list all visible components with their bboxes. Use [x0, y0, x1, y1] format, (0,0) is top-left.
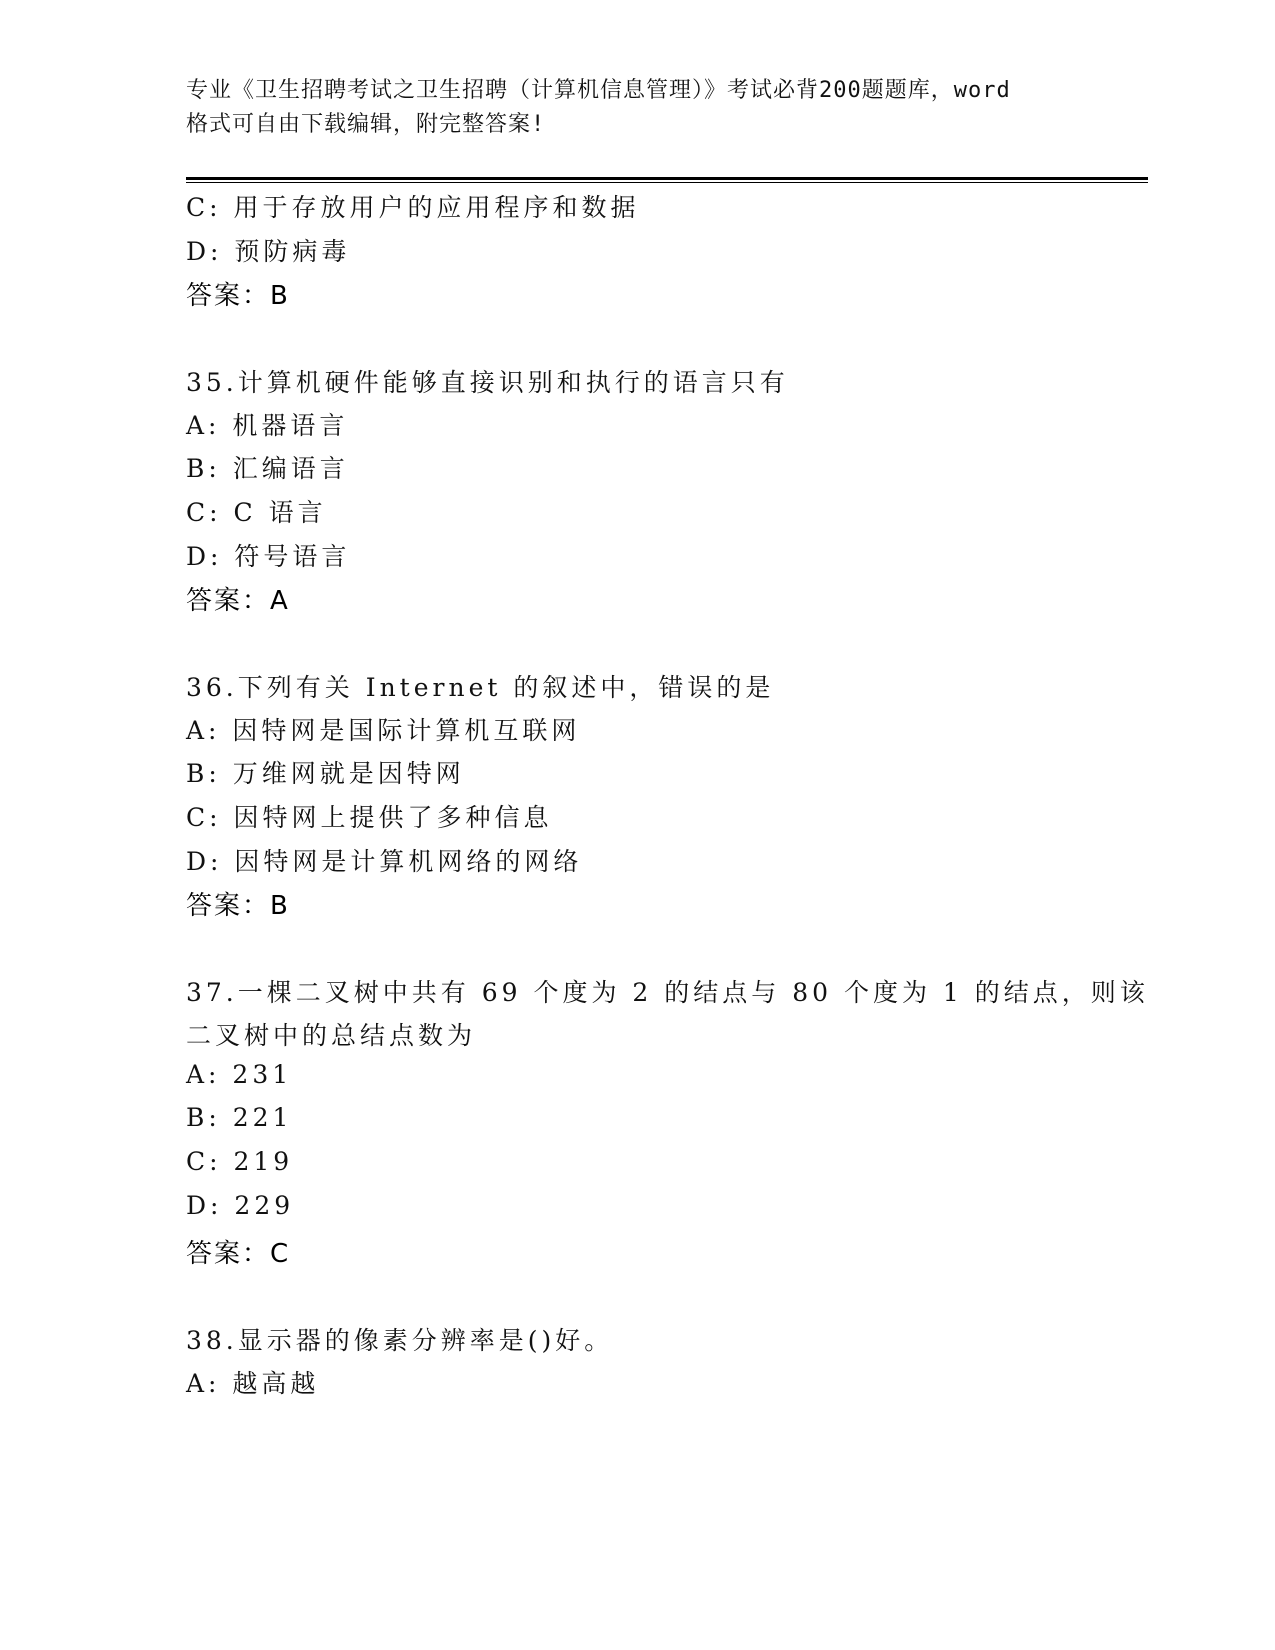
question-36-stem: 36.下列有关 Internet 的叙述中，错误的是	[186, 673, 775, 702]
question-35-option-a: A: 机器语言	[186, 411, 349, 440]
question-35-option-b: B: 汇编语言	[186, 454, 349, 483]
header-line-2: 格式可自由下载编辑，附完整答案!	[186, 112, 546, 137]
header-divider-thick	[186, 177, 1148, 180]
question-37-stem-line-1: 37.一棵二叉树中共有 69 个度为 2 的结点与 80 个度为 1 的结点，则该	[186, 978, 1149, 1007]
question-36-option-a: A: 因特网是国际计算机互联网	[186, 716, 581, 745]
question-36-answer: 答案：B	[186, 891, 290, 921]
prev-option-c: C: 用于存放用户的应用程序和数据	[186, 193, 640, 222]
question-35-stem: 35.计算机硬件能够直接识别和执行的语言只有	[186, 368, 789, 397]
prev-answer: 答案：B	[186, 281, 290, 311]
question-37-stem-line-2: 二叉树中的总结点数为	[186, 1021, 477, 1050]
question-36-option-b: B: 万维网就是因特网	[186, 759, 465, 788]
question-37-answer: 答案：C	[186, 1239, 291, 1269]
question-37-option-a: A: 231	[186, 1060, 293, 1089]
prev-option-d: D: 预防病毒	[186, 237, 351, 266]
question-37-option-c: C: 219	[186, 1147, 294, 1176]
question-38-stem: 38.显示器的像素分辨率是()好。	[186, 1326, 614, 1355]
question-37-option-b: B: 221	[186, 1103, 293, 1132]
question-36-option-d: D: 因特网是计算机网络的网络	[186, 847, 583, 876]
header-divider-thin	[186, 182, 1148, 183]
question-35-option-d: D: 符号语言	[186, 542, 351, 571]
question-38-option-a: A: 越高越	[186, 1369, 320, 1398]
question-36-option-c: C: 因特网上提供了多种信息	[186, 803, 553, 832]
question-35-option-c: C: C 语言	[186, 498, 327, 527]
question-35-answer: 答案：A	[186, 586, 290, 616]
document-header	[186, 74, 1086, 142]
question-37-option-d: D: 229	[186, 1191, 295, 1220]
header-line-1: 专业《卫生招聘考试之卫生招聘（计算机信息管理）》考试必背200题题库，word	[186, 78, 1011, 103]
